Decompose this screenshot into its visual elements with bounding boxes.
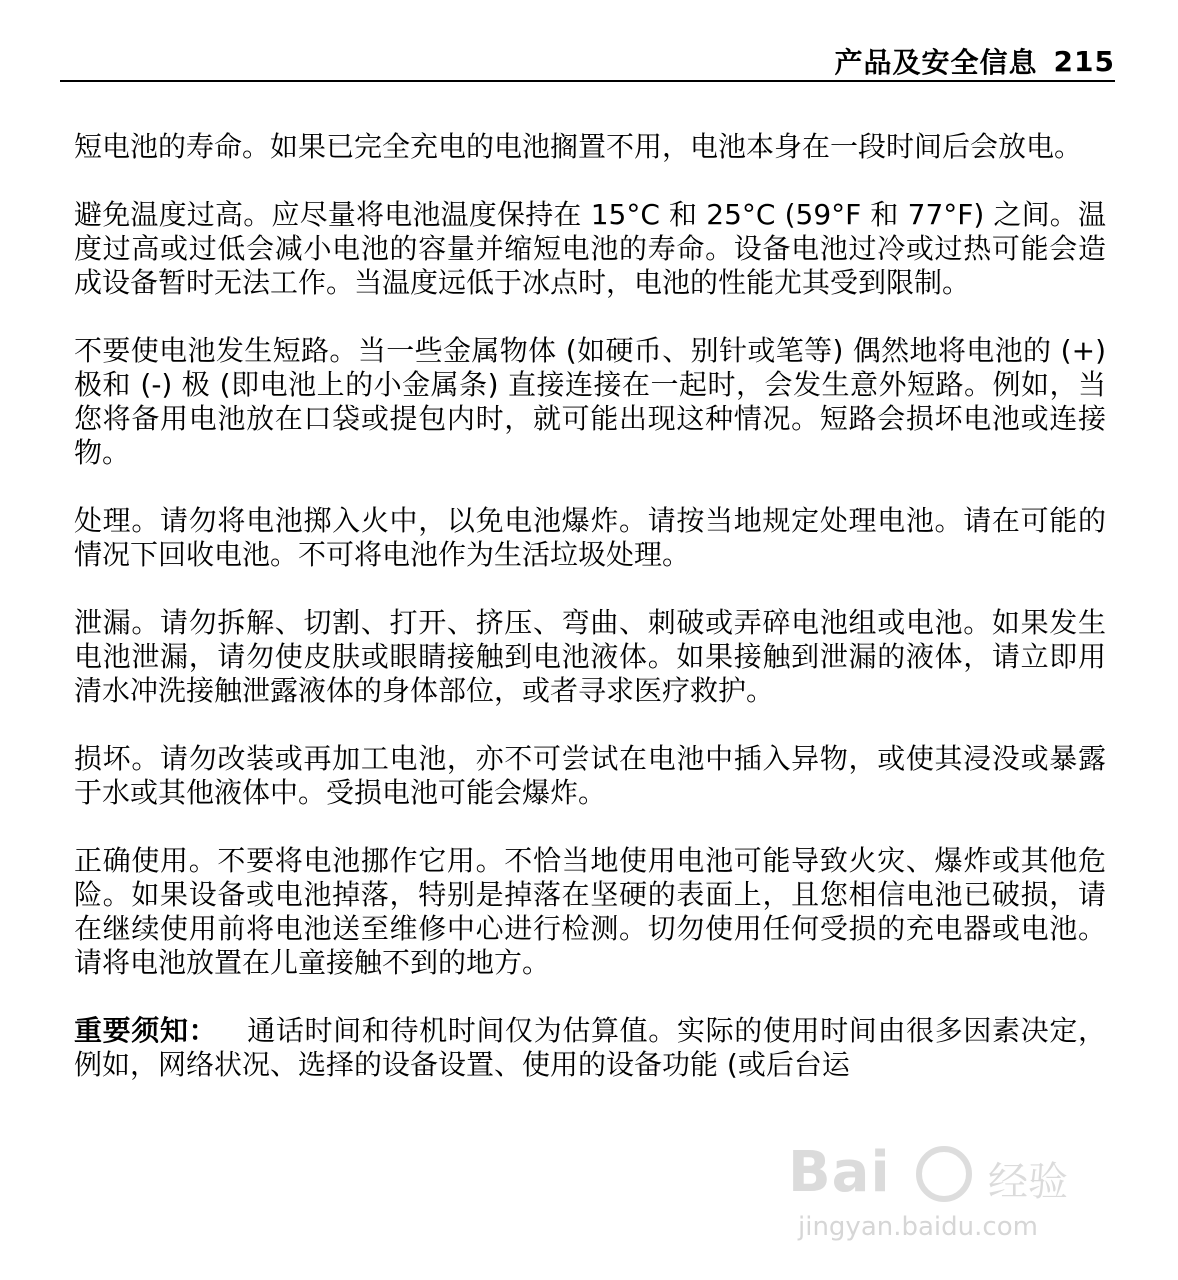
page-header	[60, 42, 1115, 82]
important-notice-text: 通话时间和待机时间仅为估算值。实际的使用时间由很多因素决定，例如，网络状况、选择的设备设置、使用的设备功能 (或后台运	[74, 1014, 1106, 1081]
paragraph-temperature: 避免温度过高。应尽量将电池温度保持在 15°C 和 25°C (59°F 和 77°F) 之间。温度过高或过低会减小电池的容量并缩短电池的寿命。设备电池过冷或过热可能会造成设备暂时无法工作。当温度远低于冰点时，电池的性能尤其受到限制。	[74, 198, 1106, 299]
paragraph-proper-use: 正确使用。不要将电池挪作它用。不恰当地使用电池可能导致火灾、爆炸或其他危险。如果设备或电池掉落，特别是掉落在坚硬的表面上，且您相信电池已破损，请在继续使用前将电池送至维修中心进行检测。切勿使用任何受损的充电器或电池。请将电池放置在儿童接触不到的地方。	[74, 844, 1106, 979]
paragraph-disposal: 处理。请勿将电池掷入火中，以免电池爆炸。请按当地规定处理电池。请在可能的情况下回收电池。不可将电池作为生活垃圾处理。	[74, 504, 1106, 571]
paragraph-leakage: 泄漏。请勿拆解、切割、打开、挤压、弯曲、刺破或弄碎电池组或电池。如果发生电池泄漏，请勿使皮肤或眼睛接触到电池液体。如果接触到泄漏的液体，请立即用清水冲洗接触泄露液体的身体部位，或者寻求医疗救护。	[74, 606, 1106, 707]
paragraph-damage: 损坏。请勿改装或再加工电池，亦不可尝试在电池中插入异物，或使其浸没或暴露于水或其他液体中。受损电池可能会爆炸。	[74, 742, 1106, 809]
paragraph-important-notice	[74, 1014, 1106, 1082]
watermark-url: jingyan.baidu.com	[798, 1212, 1038, 1242]
baidu-watermark	[788, 1120, 1108, 1240]
document-body	[74, 130, 1106, 1082]
paw-icon	[916, 1146, 972, 1202]
paragraph-battery-lifespan: 短电池的寿命。如果已完全充电的电池搁置不用，电池本身在一段时间后会放电。	[74, 130, 1083, 163]
watermark-logo: Bai	[788, 1140, 891, 1205]
watermark-cn: 经验	[988, 1159, 1068, 1205]
paragraph-short-circuit: 不要使电池发生短路。当一些金属物体 (如硬币、别针或笔等) 偶然地将电池的 (+) 极和 (-) 极 (即电池上的小金属条) 直接连接在一起时，会发生意外短路。例如，当您将备用电池放在口袋或提包内时，就可能出现这种情况。短路会损坏电池或连接物。	[74, 334, 1106, 469]
important-notice-label: 重要须知：	[74, 1014, 218, 1047]
page-number: 215	[1053, 44, 1115, 78]
header-title: 产品及安全信息	[834, 46, 1038, 79]
